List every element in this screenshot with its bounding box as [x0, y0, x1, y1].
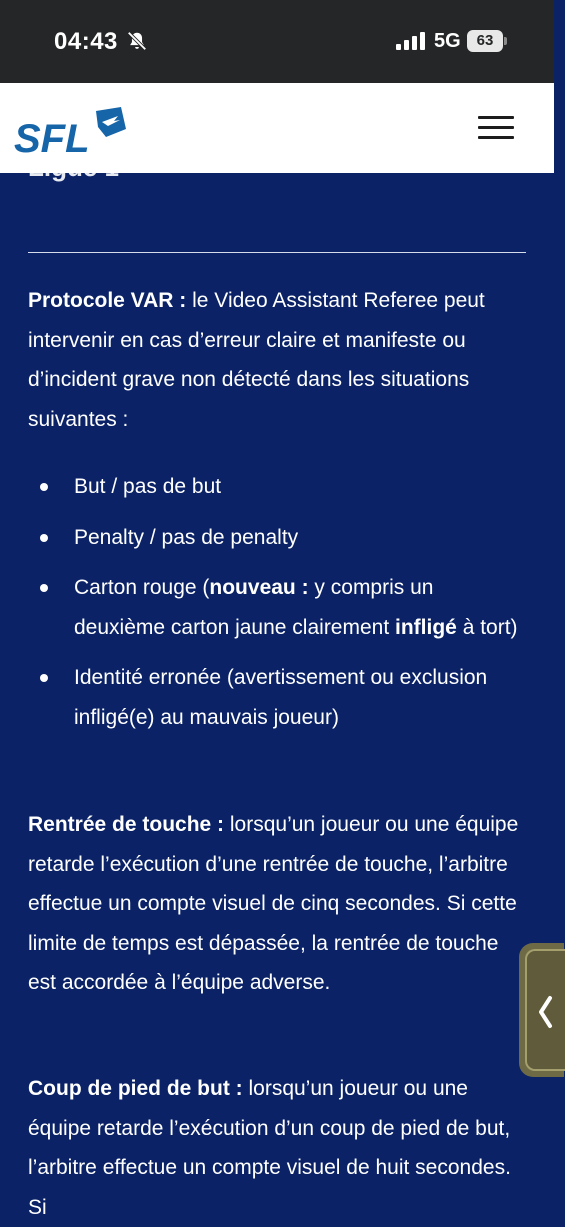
article-content — [0, 152, 554, 1219]
status-time: 04:43 — [54, 28, 118, 55]
list-item: But / pas de but — [28, 467, 528, 507]
var-label: Protocole VAR : — [28, 289, 187, 312]
signal-icon — [396, 32, 426, 50]
list-item: Carton rouge (nouveau : y compris un deuxième carton jaune clairement infligé à tort) — [28, 568, 528, 647]
status-bar — [0, 0, 554, 83]
battery-tip — [504, 37, 507, 45]
bell-slash-icon — [126, 30, 148, 52]
but-text: lorsqu’un joueur ou une équipe retarde l’exécution d’un coup de pied de but, l’arbitre effectue un compte visuel de huit secondes. Si — [28, 1077, 511, 1219]
var-text: le Video Assistant Referee peut intervenir en cas d’erreur claire et manifeste ou d’incident grave non détecté dans les situations suivantes : — [28, 289, 485, 431]
var-situations-list — [28, 467, 528, 748]
touche-text: lorsqu’un joueur ou une équipe retarde l’exécution d’une rentrée de touche, l’arbitre effectue un compte visuel de cinq secondes. Si cette limite de temps est dépassée, la rentrée de touche est accordée à l’équipe adverse. — [28, 813, 519, 994]
logo-text: SFL — [14, 117, 90, 161]
hamburger-menu-icon[interactable] — [478, 113, 516, 143]
sfl-logo[interactable] — [14, 105, 129, 161]
list-item: Identité erronée (avertissement ou exclusion infligé(e) au mauvais joueur) — [28, 658, 528, 737]
list-item: Penalty / pas de penalty — [28, 518, 528, 558]
but-label: Coup de pied de but : — [28, 1077, 243, 1100]
touche-paragraph — [28, 805, 528, 1003]
chevron-left-icon — [536, 995, 554, 1029]
but-paragraph — [28, 1069, 528, 1227]
section-heading: Ligue 1 — [28, 152, 120, 182]
divider — [28, 252, 526, 253]
battery-level: 63 — [467, 30, 503, 52]
network-type: 5G — [434, 30, 461, 52]
var-paragraph — [28, 281, 528, 439]
touche-label: Rentrée de touche : — [28, 813, 225, 836]
battery-icon — [467, 30, 507, 52]
side-panel-toggle[interactable] — [519, 943, 564, 1077]
